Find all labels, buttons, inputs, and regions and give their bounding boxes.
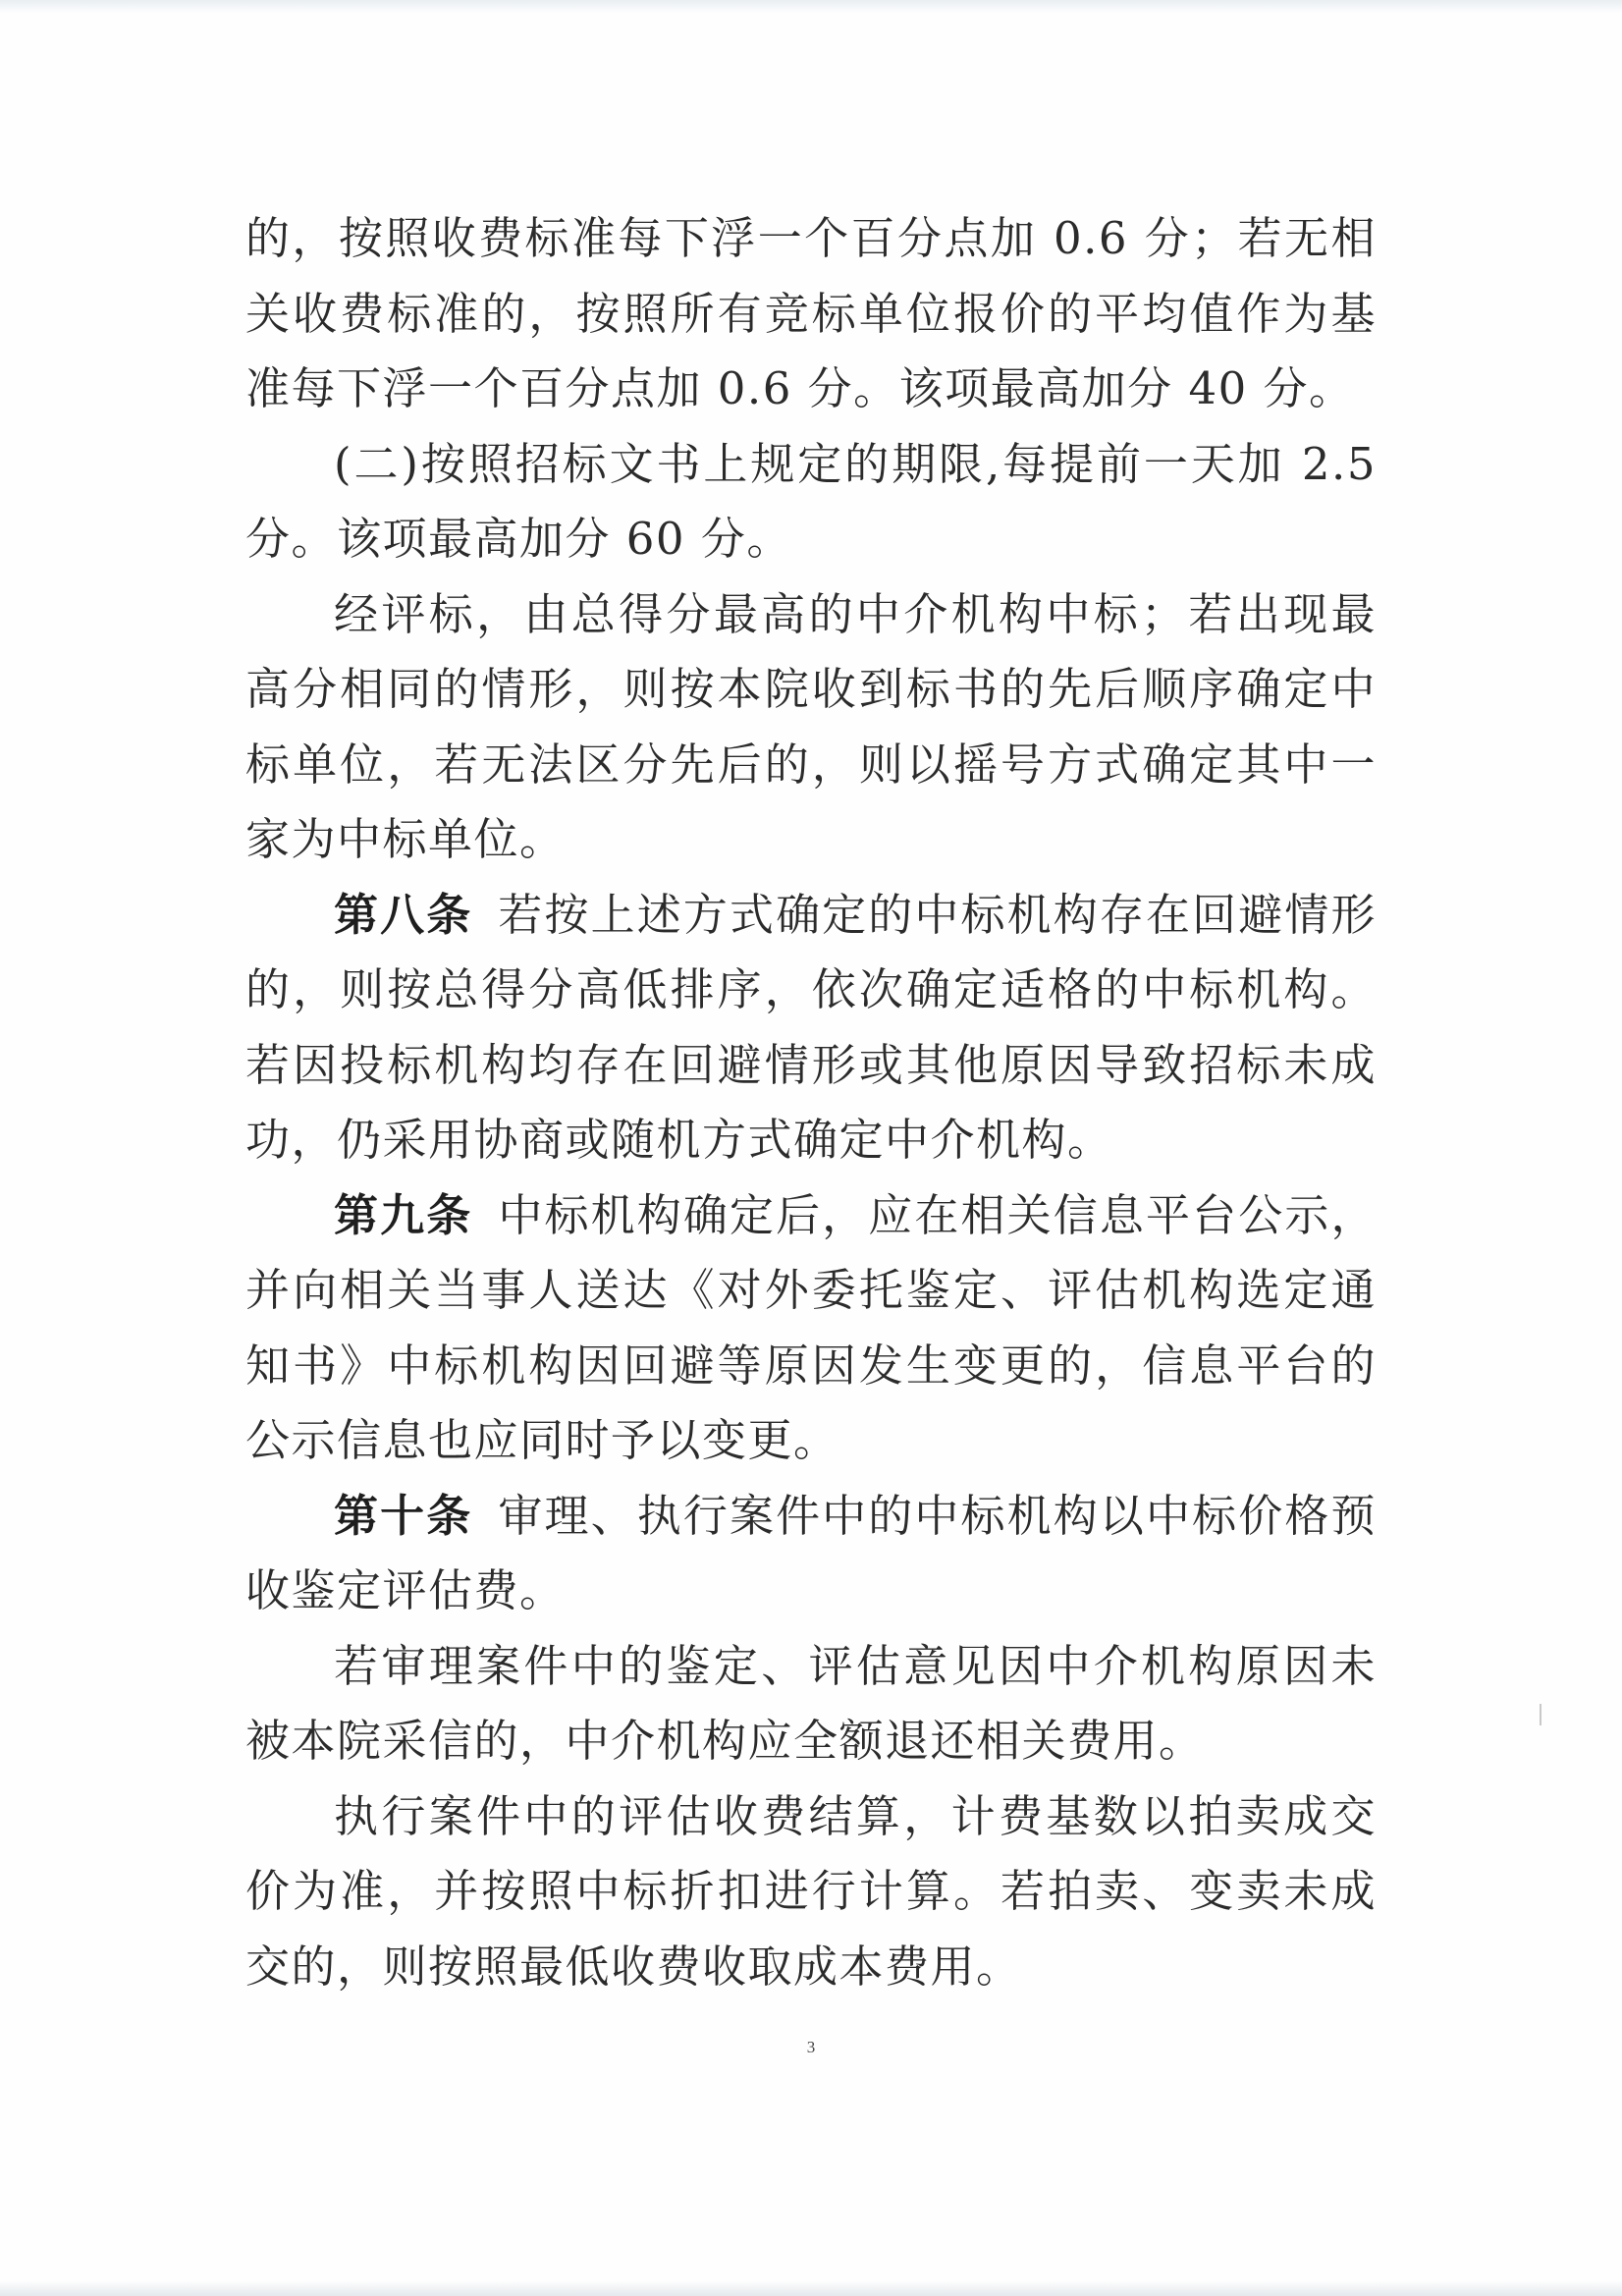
paragraph-3	[245, 577, 1377, 878]
article-10	[245, 1479, 1377, 1629]
article-10-heading: 第十条	[334, 1489, 473, 1542]
paragraph-1	[245, 201, 1377, 427]
scan-margin-mark	[1540, 1704, 1541, 1725]
paragraph-settlement-text: 执行案件中的评估收费结算，计费基数以拍卖成交价为准，并按照中标折扣进行计算。若拍卖、变卖未成交的，则按照最低收费收取成本费用。	[245, 1789, 1377, 1993]
paragraph-refund-text: 若审理案件中的鉴定、评估意见因中介机构原因未被本院采信的，中介机构应全额退还相关费用。	[245, 1639, 1377, 1767]
document-body	[245, 201, 1377, 2004]
article-8	[245, 878, 1377, 1178]
article-9	[245, 1178, 1377, 1479]
paragraph-2-text: (二)按照招标文书上规定的期限,每提前一天加 2.5 分。该项最高加分 60 分。	[245, 437, 1377, 565]
article-9-text: 中标机构确定后，应在相关信息平台公示，并向相关当事人送达《对外委托鉴定、评估机构选定通知书》中标机构因回避等原因发生变更的，信息平台的公示信息也应同时予以变更。	[245, 1188, 1377, 1466]
article-10-text: 审理、执行案件中的中标机构以中标价格预收鉴定评估费。	[245, 1489, 1377, 1616]
scan-edge-bottom	[0, 2280, 1622, 2296]
paragraph-refund	[245, 1629, 1377, 1779]
scan-edge-top	[0, 0, 1622, 14]
paragraph-3-text: 经评标，由总得分最高的中介机构中标；若出现最高分相同的情形，则按本院收到标书的先后顺序确定中标单位，若无法区分先后的，则以摇号方式确定其中一家为中标单位。	[245, 587, 1377, 865]
article-8-heading: 第八条	[334, 888, 473, 941]
article-8-text: 若按上述方式确定的中标机构存在回避情形的，则按总得分高低排序，依次确定适格的中标机构。若因投标机构均存在回避情形或其他原因导致招标未成功，仍采用协商或随机方式确定中介机构。	[245, 888, 1377, 1166]
paragraph-settlement	[245, 1779, 1377, 2005]
paragraph-2	[245, 427, 1377, 577]
page-number: 3	[806, 2038, 816, 2056]
paragraph-1-text: 的，按照收费标准每下浮一个百分点加 0.6 分；若无相关收费标准的，按照所有竞标单位报价的平均值作为基准每下浮一个百分点加 0.6 分。该项最高加分 40 分。	[245, 212, 1377, 414]
article-9-heading: 第九条	[334, 1188, 473, 1241]
